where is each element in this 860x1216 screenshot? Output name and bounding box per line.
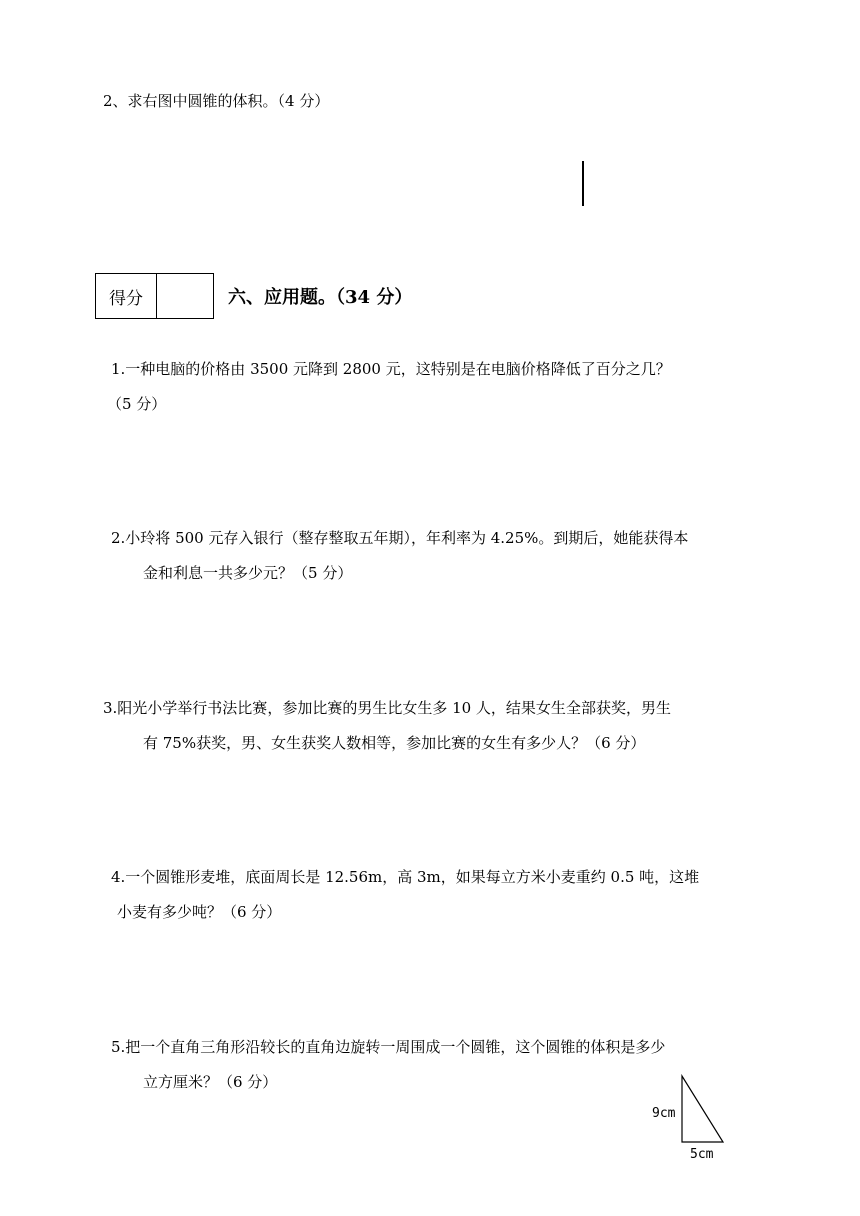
question-3-line-1: 3.阳光小学举行书法比赛，参加比赛的男生比女生多 10 人，结果女生全部获奖，男生 bbox=[103, 699, 671, 717]
score-box bbox=[95, 273, 214, 319]
question-4-line-2: 小麦有多少吨？（6 分） bbox=[117, 903, 282, 921]
question-4-line-1: 4.一个圆锥形麦堆，底面周长是 12.56m，高 3m，如果每立方米小麦重约 0.5 吨，这堆 bbox=[111, 868, 700, 886]
cone-figure-line bbox=[582, 161, 584, 206]
right-triangle-shape bbox=[682, 1076, 723, 1142]
section-title: 六、应用题。（34 分） bbox=[228, 287, 413, 308]
triangle-height-label: 9cm bbox=[652, 1106, 676, 1121]
question-2-line-2: 金和利息一共多少元？（5 分） bbox=[143, 564, 353, 582]
score-blank bbox=[157, 274, 213, 318]
question-1-line-1: 1.一种电脑的价格由 3500 元降到 2800 元，这特别是在电脑价格降低了百分之几？ bbox=[111, 360, 671, 378]
score-label: 得分 bbox=[96, 274, 157, 318]
question-5-line-2: 立方厘米？（6 分） bbox=[143, 1073, 278, 1091]
triangle-base-label: 5cm bbox=[690, 1147, 714, 1162]
question-1-line-2: （5 分） bbox=[107, 395, 167, 413]
question-3-line-2: 有 75%获奖，男、女生获奖人数相等，参加比赛的女生有多少人？（6 分） bbox=[143, 734, 646, 752]
question-2-line-1: 2.小玲将 500 元存入银行（整存整取五年期），年利率为 4.25%。到期后，她能获得本 bbox=[111, 529, 689, 547]
cone-volume-question: 2、求右图中圆锥的体积。（4 分） bbox=[103, 92, 330, 110]
question-5-line-1: 5.把一个直角三角形沿较长的直角边旋转一周围成一个圆锥，这个圆锥的体积是多少 bbox=[111, 1038, 666, 1056]
right-triangle-figure bbox=[675, 1070, 730, 1145]
